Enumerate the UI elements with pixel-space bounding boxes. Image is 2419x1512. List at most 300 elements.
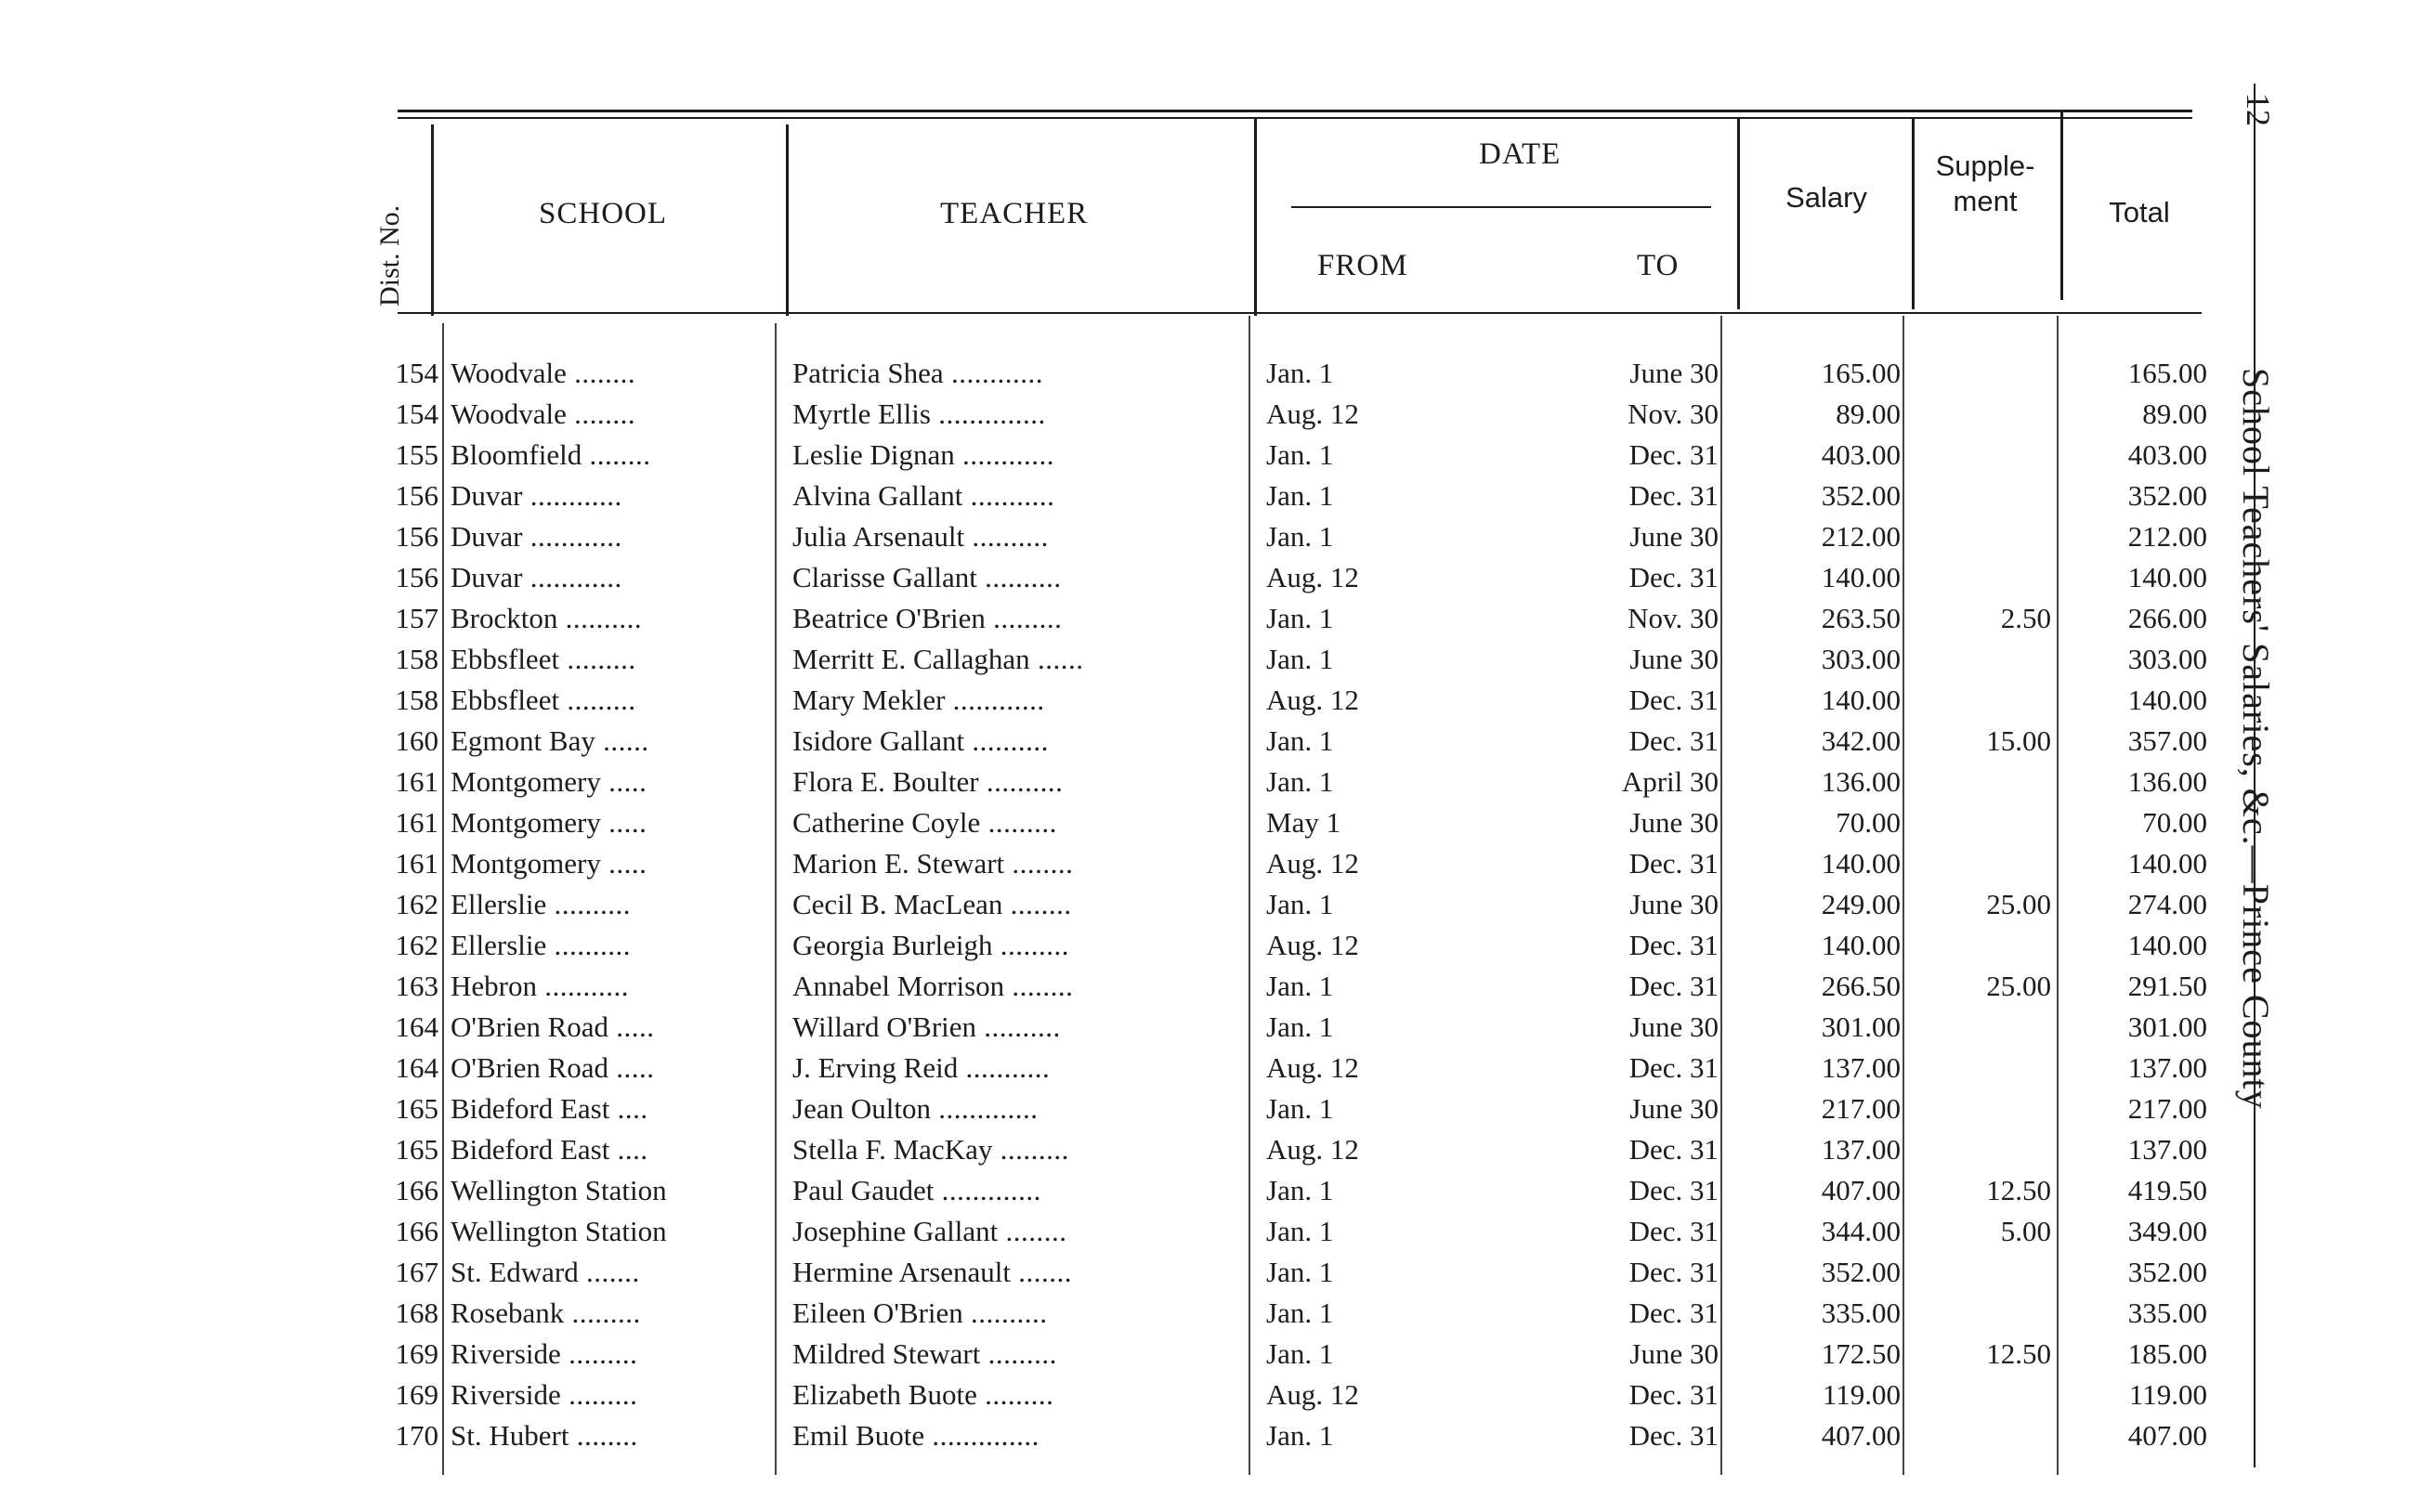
date-from: Jan. 1 xyxy=(1266,643,1334,675)
supplement-cell xyxy=(1914,884,2051,925)
salary: 266.50 xyxy=(1821,970,1901,1002)
dist-no: 156 xyxy=(395,479,438,512)
total: 266.00 xyxy=(2127,602,2207,634)
school-name: Montgomery xyxy=(451,765,601,798)
supplement: 25.00 xyxy=(1986,970,2051,1002)
dist-no: 156 xyxy=(395,520,438,553)
date-to-cell xyxy=(1542,1129,1719,1170)
table-row xyxy=(0,557,2229,598)
supplement: 12.50 xyxy=(1986,1337,2051,1370)
table-row xyxy=(0,1211,2229,1252)
school-name-cell xyxy=(451,1048,766,1088)
teacher-name: Catherine Coyle xyxy=(792,806,981,839)
teacher-name-cell xyxy=(792,1129,1243,1170)
dot-leader: ........ xyxy=(569,1419,638,1452)
total: 140.00 xyxy=(2127,847,2207,880)
date-to-cell xyxy=(1542,1293,1719,1334)
salary-cell xyxy=(1737,394,1901,435)
date-from-cell xyxy=(1266,721,1452,762)
salary: 212.00 xyxy=(1821,520,1901,553)
dist-no-cell xyxy=(372,966,438,1007)
dist-no-cell xyxy=(372,925,438,966)
dot-leader: ...... xyxy=(595,724,649,757)
dist-no: 169 xyxy=(395,1378,438,1411)
total-cell xyxy=(2072,1170,2207,1211)
date-to-cell xyxy=(1542,598,1719,639)
dot-leader: ............ xyxy=(954,438,1055,471)
salary-cell xyxy=(1737,721,1901,762)
school-name-cell xyxy=(451,1293,766,1334)
total: 274.00 xyxy=(2127,888,2207,920)
date-to: Dec. 31 xyxy=(1628,1215,1719,1247)
school-name-cell xyxy=(451,1252,766,1293)
dist-no: 164 xyxy=(395,1051,438,1084)
date-from: Jan. 1 xyxy=(1266,1297,1334,1329)
salary: 136.00 xyxy=(1821,765,1901,798)
table-row xyxy=(0,1375,2229,1415)
date-from-cell xyxy=(1266,802,1452,843)
supplement: 2.50 xyxy=(2000,602,2051,634)
supplement: 5.00 xyxy=(2000,1215,2051,1247)
date-to: Dec. 31 xyxy=(1628,970,1719,1002)
teacher-name: Leslie Dignan xyxy=(792,438,955,471)
teacher-name: Hermine Arsenault xyxy=(792,1256,1012,1288)
school-name: Rosebank xyxy=(451,1297,565,1329)
teacher-name: Jean Oulton xyxy=(792,1092,931,1125)
school-name-cell xyxy=(451,353,766,394)
school-name: St. Hubert xyxy=(451,1419,569,1452)
school-name-cell xyxy=(451,394,766,435)
total: 217.00 xyxy=(2127,1092,2207,1125)
salary-cell xyxy=(1737,1293,1901,1334)
teacher-name-cell xyxy=(792,721,1243,762)
date-to-cell xyxy=(1542,516,1719,557)
school-name-cell xyxy=(451,1007,766,1048)
dist-no-cell xyxy=(372,1375,438,1415)
dist-no-cell xyxy=(372,1048,438,1088)
teacher-name-cell xyxy=(792,1375,1243,1415)
dist-no-cell xyxy=(372,1252,438,1293)
date-from-cell xyxy=(1266,884,1452,925)
date-from-cell xyxy=(1266,394,1452,435)
supplement-cell xyxy=(1914,721,2051,762)
supplement-cell xyxy=(1914,598,2051,639)
salary-cell xyxy=(1737,884,1901,925)
dot-leader: ......... xyxy=(976,1378,1054,1411)
salary: 140.00 xyxy=(1821,929,1901,961)
teacher-name-cell xyxy=(792,925,1243,966)
salary: 165.00 xyxy=(1821,357,1901,389)
salary: 303.00 xyxy=(1821,643,1901,675)
total: 119.00 xyxy=(2128,1378,2207,1411)
dot-leader: ......... xyxy=(985,602,1063,634)
date-from: Jan. 1 xyxy=(1266,1419,1334,1452)
header-bottom-rule xyxy=(398,312,2202,314)
teacher-name: Josephine Gallant xyxy=(792,1215,999,1247)
dist-no-cell xyxy=(372,598,438,639)
total: 301.00 xyxy=(2127,1010,2207,1043)
dist-no-cell xyxy=(372,884,438,925)
dot-leader: .......... xyxy=(976,1010,1061,1043)
dist-no: 170 xyxy=(395,1419,438,1452)
total-cell xyxy=(2072,476,2207,516)
total: 291.50 xyxy=(2127,970,2207,1002)
date-to-cell xyxy=(1542,1375,1719,1415)
total: 335.00 xyxy=(2127,1297,2207,1329)
dist-no: 160 xyxy=(395,724,438,757)
salary: 140.00 xyxy=(1821,847,1901,880)
salary: 89.00 xyxy=(1836,398,1901,430)
date-to: Dec. 31 xyxy=(1628,438,1719,471)
date-from: Aug. 12 xyxy=(1266,929,1359,961)
school-name: Ellerslie xyxy=(451,888,547,920)
dot-leader: ..... xyxy=(600,847,647,880)
date-from: Aug. 12 xyxy=(1266,1133,1359,1166)
table-row xyxy=(0,1048,2229,1088)
dot-leader: ..... xyxy=(608,1010,655,1043)
date-from: Aug. 12 xyxy=(1266,684,1359,716)
salary: 301.00 xyxy=(1821,1010,1901,1043)
salary: 249.00 xyxy=(1821,888,1901,920)
date-from: Aug. 12 xyxy=(1266,847,1359,880)
teacher-name: Beatrice O'Brien xyxy=(792,602,986,634)
dist-no: 164 xyxy=(395,1010,438,1043)
date-from: Aug. 12 xyxy=(1266,561,1359,593)
dist-no: 168 xyxy=(395,1297,438,1329)
total-cell xyxy=(2072,762,2207,802)
date-header: DATE xyxy=(1479,137,1562,171)
salary-cell xyxy=(1737,557,1901,598)
date-from: May 1 xyxy=(1266,806,1341,839)
school-name-cell xyxy=(451,925,766,966)
table-row xyxy=(0,1129,2229,1170)
date-from-cell xyxy=(1266,516,1452,557)
total: 136.00 xyxy=(2127,765,2207,798)
teacher-name-cell xyxy=(792,1170,1243,1211)
total-cell xyxy=(2072,557,2207,598)
school-name-cell xyxy=(451,1415,766,1456)
school-name: Wellington Station xyxy=(451,1174,667,1206)
dot-leader: ......... xyxy=(560,1378,638,1411)
dist-no-cell xyxy=(372,476,438,516)
school-name: Woodvale xyxy=(451,398,567,430)
dot-leader: .............. xyxy=(930,398,1046,430)
dot-leader: .... xyxy=(609,1133,648,1166)
salary-cell xyxy=(1737,925,1901,966)
teacher-name: Annabel Morrison xyxy=(792,970,1005,1002)
supplement-cell xyxy=(1914,1211,2051,1252)
salary: 217.00 xyxy=(1821,1092,1901,1125)
salary-cell xyxy=(1737,1415,1901,1456)
date-from-cell xyxy=(1266,557,1452,598)
salary-cell xyxy=(1737,476,1901,516)
salary-cell xyxy=(1737,802,1901,843)
total-cell xyxy=(2072,639,2207,680)
table-row xyxy=(0,966,2229,1007)
dist-no-cell xyxy=(372,1129,438,1170)
date-from: Jan. 1 xyxy=(1266,724,1334,757)
salary-cell xyxy=(1737,1375,1901,1415)
total-cell xyxy=(2072,516,2207,557)
table-row xyxy=(0,680,2229,721)
top-rule-2 xyxy=(398,117,2192,119)
table-row xyxy=(0,843,2229,884)
total: 352.00 xyxy=(2127,1256,2207,1288)
dist-no: 162 xyxy=(395,888,438,920)
salary-cell xyxy=(1737,516,1901,557)
date-to: Dec. 31 xyxy=(1628,1174,1719,1206)
dist-no: 166 xyxy=(395,1174,438,1206)
teacher-name-cell xyxy=(792,884,1243,925)
dist-no-cell xyxy=(372,1211,438,1252)
school-name: Duvar xyxy=(451,479,523,512)
dist-no-cell xyxy=(372,557,438,598)
dot-leader: ............. xyxy=(934,1174,1041,1206)
school-name-cell xyxy=(451,1375,766,1415)
total-cell xyxy=(2072,1293,2207,1334)
dist-no: 155 xyxy=(395,438,438,471)
date-to-cell xyxy=(1542,925,1719,966)
date-to: Dec. 31 xyxy=(1628,561,1719,593)
to-header: TO xyxy=(1637,249,1680,282)
table-row xyxy=(0,1293,2229,1334)
dist-no: 161 xyxy=(395,847,438,880)
total-cell xyxy=(2072,680,2207,721)
date-to-cell xyxy=(1542,1334,1719,1375)
salary: 172.50 xyxy=(1821,1337,1901,1370)
header-divider xyxy=(1912,119,1915,309)
table-row xyxy=(0,925,2229,966)
supplement-cell xyxy=(1914,1334,2051,1375)
teacher-name-cell xyxy=(792,1211,1243,1252)
supplement-header xyxy=(1916,149,2055,219)
table-row xyxy=(0,1334,2229,1375)
date-to-cell xyxy=(1542,1088,1719,1129)
teacher-name-cell xyxy=(792,1252,1243,1293)
teacher-name-cell xyxy=(792,1415,1243,1456)
school-name: Wellington Station xyxy=(451,1215,667,1247)
total-cell xyxy=(2072,884,2207,925)
table-row xyxy=(0,476,2229,516)
school-name: Woodvale xyxy=(451,357,567,389)
dot-leader: ......... xyxy=(980,806,1057,839)
date-from: Jan. 1 xyxy=(1266,357,1334,389)
teacher-name: Elizabeth Buote xyxy=(792,1378,977,1411)
date-to: Dec. 31 xyxy=(1628,929,1719,961)
date-from: Jan. 1 xyxy=(1266,438,1334,471)
from-header: FROM xyxy=(1317,249,1408,282)
school-name: O'Brien Road xyxy=(451,1010,609,1043)
total-cell xyxy=(2072,1211,2207,1252)
date-to: June 30 xyxy=(1629,643,1719,675)
dot-leader: ........ xyxy=(1004,847,1074,880)
total: 352.00 xyxy=(2127,479,2207,512)
table-row xyxy=(0,1170,2229,1211)
date-from: Jan. 1 xyxy=(1266,1174,1334,1206)
date-from-cell xyxy=(1266,680,1452,721)
date-to: April 30 xyxy=(1621,765,1719,798)
date-to: June 30 xyxy=(1629,1092,1719,1125)
dist-no: 169 xyxy=(395,1337,438,1370)
salary: 335.00 xyxy=(1821,1297,1901,1329)
salary-cell xyxy=(1737,966,1901,1007)
teacher-name-cell xyxy=(792,1007,1243,1048)
supplement: 25.00 xyxy=(1986,888,2051,920)
date-from-cell xyxy=(1266,1293,1452,1334)
date-to: June 30 xyxy=(1629,357,1719,389)
dist-no-cell xyxy=(372,1293,438,1334)
date-to-cell xyxy=(1542,394,1719,435)
school-name: Ebbsfleet xyxy=(451,643,560,675)
school-header: SCHOOL xyxy=(539,197,668,230)
header-divider xyxy=(431,124,434,316)
teacher-name-cell xyxy=(792,1334,1243,1375)
date-from: Jan. 1 xyxy=(1266,970,1334,1002)
school-name-cell xyxy=(451,1129,766,1170)
date-to-cell xyxy=(1542,557,1719,598)
dist-no-cell xyxy=(372,1170,438,1211)
teacher-name: Emil Buote xyxy=(792,1419,925,1452)
table-row xyxy=(0,598,2229,639)
date-to-cell xyxy=(1542,639,1719,680)
salary-cell xyxy=(1737,1170,1901,1211)
teacher-name-cell xyxy=(792,394,1243,435)
table-row xyxy=(0,353,2229,394)
teacher-name: Georgia Burleigh xyxy=(792,929,993,961)
teacher-name-cell xyxy=(792,639,1243,680)
date-from-cell xyxy=(1266,1252,1452,1293)
school-name-cell xyxy=(451,762,766,802)
total: 70.00 xyxy=(2142,806,2207,839)
school-name-cell xyxy=(451,1088,766,1129)
table-row xyxy=(0,802,2229,843)
dist-no: 161 xyxy=(395,765,438,798)
dot-leader: ........ xyxy=(998,1215,1067,1247)
date-to-cell xyxy=(1542,843,1719,884)
dist-no: 157 xyxy=(395,602,438,634)
dist-no-cell xyxy=(372,1088,438,1129)
dot-leader: .......... xyxy=(546,929,632,961)
total-cell xyxy=(2072,353,2207,394)
date-to: June 30 xyxy=(1629,1337,1719,1370)
total-cell xyxy=(2072,925,2207,966)
teacher-name-cell xyxy=(792,476,1243,516)
dot-leader: ........... xyxy=(962,479,1055,512)
dot-leader: .......... xyxy=(546,888,632,920)
date-from-cell xyxy=(1266,1048,1452,1088)
school-name-cell xyxy=(451,557,766,598)
date-from-cell xyxy=(1266,1170,1452,1211)
total: 419.50 xyxy=(2127,1174,2207,1206)
date-from-cell xyxy=(1266,598,1452,639)
date-from-cell xyxy=(1266,1334,1452,1375)
dot-leader: ..... xyxy=(600,765,647,798)
dot-leader: ......... xyxy=(564,1297,641,1329)
header-divider xyxy=(1254,119,1257,316)
date-from-cell xyxy=(1266,639,1452,680)
dot-leader: ............ xyxy=(522,561,622,593)
dist-no-cell xyxy=(372,843,438,884)
total-header: Total xyxy=(2109,196,2170,228)
dot-leader: .......... xyxy=(976,561,1062,593)
supplement: 15.00 xyxy=(1986,724,2051,757)
salary: 352.00 xyxy=(1821,479,1901,512)
dist-no-header: Dist. No. xyxy=(374,204,405,306)
date-to-cell xyxy=(1542,1048,1719,1088)
total: 89.00 xyxy=(2142,398,2207,430)
school-name-cell xyxy=(451,476,766,516)
dist-no-cell xyxy=(372,762,438,802)
date-from-cell xyxy=(1266,1375,1452,1415)
school-name-cell xyxy=(451,639,766,680)
date-from: Aug. 12 xyxy=(1266,398,1359,430)
dot-leader: ......... xyxy=(980,1337,1057,1370)
total-cell xyxy=(2072,435,2207,476)
table-row xyxy=(0,1252,2229,1293)
dist-no: 154 xyxy=(395,357,438,389)
salary-cell xyxy=(1737,435,1901,476)
dist-no: 161 xyxy=(395,806,438,839)
date-from: Jan. 1 xyxy=(1266,520,1334,553)
date-from: Jan. 1 xyxy=(1266,1256,1334,1288)
date-from: Aug. 12 xyxy=(1266,1051,1359,1084)
school-name-cell xyxy=(451,680,766,721)
teacher-name: Stella F. MacKay xyxy=(792,1133,993,1166)
teacher-name: Flora E. Boulter xyxy=(792,765,979,798)
dot-leader: ........... xyxy=(958,1051,1051,1084)
supplement-header-line2: ment xyxy=(1953,185,2018,217)
salary: 119.00 xyxy=(1822,1378,1901,1411)
dot-leader: ........ xyxy=(582,438,651,471)
date-from-cell xyxy=(1266,1007,1452,1048)
dist-no: 158 xyxy=(395,684,438,716)
teacher-name: Cecil B. MacLean xyxy=(792,888,1003,920)
teacher-name: J. Erving Reid xyxy=(792,1051,959,1084)
dist-no: 166 xyxy=(395,1215,438,1247)
date-to-cell xyxy=(1542,1007,1719,1048)
supplement: 12.50 xyxy=(1986,1174,2051,1206)
salary-cell xyxy=(1737,1048,1901,1088)
dist-no: 167 xyxy=(395,1256,438,1288)
date-to-cell xyxy=(1542,762,1719,802)
date-to: Dec. 31 xyxy=(1628,479,1719,512)
dist-no: 163 xyxy=(395,970,438,1002)
dist-no-cell xyxy=(372,1334,438,1375)
dist-no-cell xyxy=(372,516,438,557)
school-name: Hebron xyxy=(451,970,537,1002)
salary-header: Salary xyxy=(1785,181,1867,214)
teacher-name-cell xyxy=(792,435,1243,476)
salary-cell xyxy=(1737,1252,1901,1293)
school-name: Riverside xyxy=(451,1378,561,1411)
school-name-cell xyxy=(451,721,766,762)
date-to: Nov. 30 xyxy=(1628,398,1719,430)
salary-cell xyxy=(1737,639,1901,680)
school-name: Montgomery xyxy=(451,847,601,880)
salary-cell xyxy=(1737,598,1901,639)
school-name: Bideford East xyxy=(451,1133,610,1166)
total-cell xyxy=(2072,394,2207,435)
date-from: Jan. 1 xyxy=(1266,602,1334,634)
school-name-cell xyxy=(451,966,766,1007)
date-from: Jan. 1 xyxy=(1266,1215,1334,1247)
total-cell xyxy=(2072,802,2207,843)
dot-leader: ..... xyxy=(600,806,647,839)
dist-no-cell xyxy=(372,394,438,435)
header-divider xyxy=(1737,119,1740,309)
salary: 140.00 xyxy=(1821,561,1901,593)
salary-cell xyxy=(1737,680,1901,721)
